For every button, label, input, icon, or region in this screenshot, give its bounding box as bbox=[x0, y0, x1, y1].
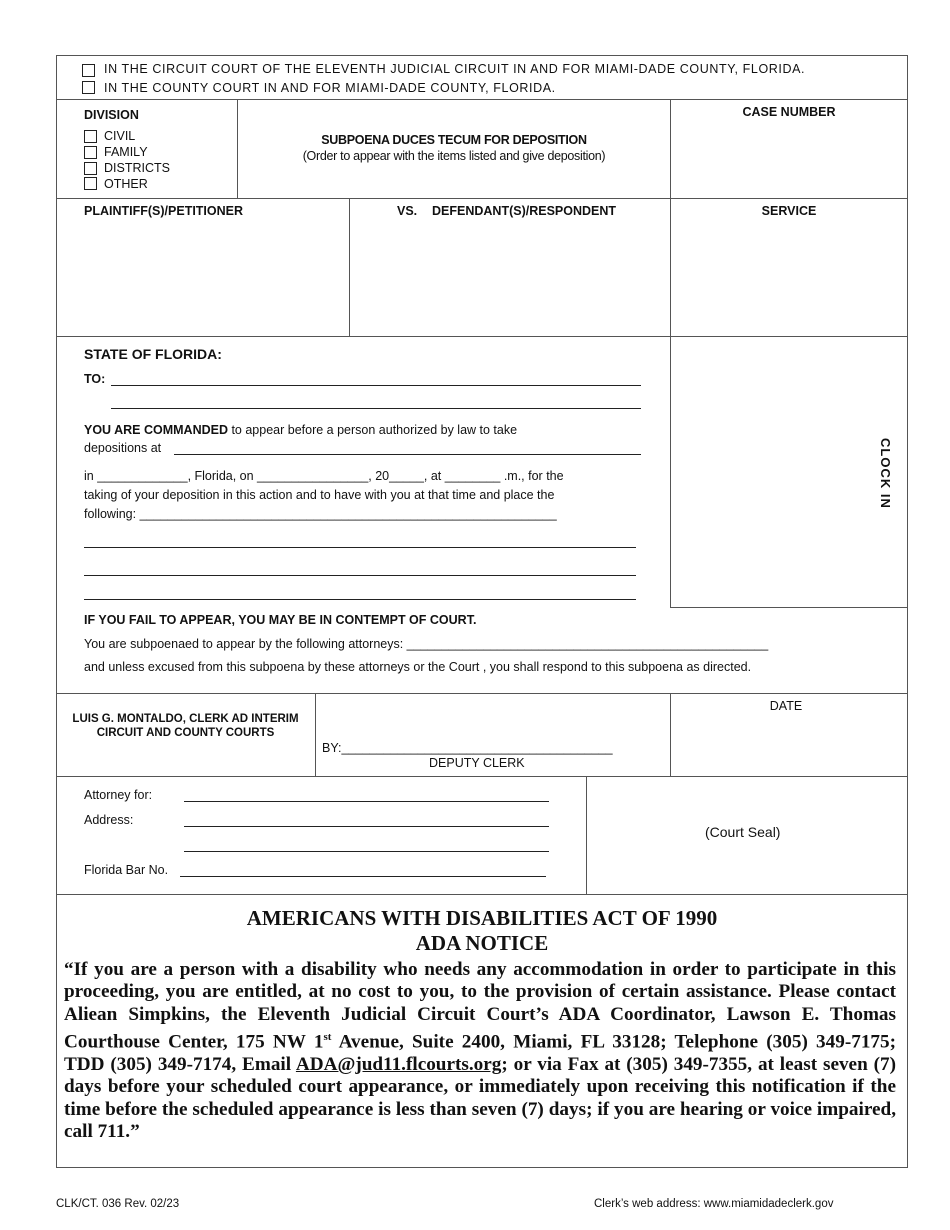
clerk-name: LUIS G. MONTALDO, CLERK AD INTERIM bbox=[72, 713, 299, 725]
following-line-4[interactable] bbox=[84, 599, 636, 600]
rule bbox=[349, 198, 350, 336]
circuit-court-checkbox[interactable] bbox=[82, 64, 95, 77]
ada-subtitle: ADA NOTICE bbox=[415, 931, 549, 955]
to-label: TO: bbox=[84, 372, 106, 386]
address-label: Address: bbox=[84, 813, 134, 827]
bar-number-label: Florida Bar No. bbox=[84, 863, 169, 877]
case-number-label: CASE NUMBER bbox=[742, 105, 836, 119]
ada-email-link[interactable]: ADA@jud11.flcourts.org bbox=[295, 1054, 502, 1076]
vs-label: VS. bbox=[397, 204, 418, 218]
by-signature-line[interactable]: BY:_______________________________________ bbox=[322, 741, 613, 755]
clerk-web-address: Clerk’s web address: www.miamidadeclerk.gov bbox=[594, 1198, 834, 1210]
rule bbox=[56, 99, 908, 100]
rule bbox=[670, 607, 908, 608]
date-label: DATE bbox=[769, 699, 803, 713]
defendant-field[interactable] bbox=[356, 224, 664, 330]
to-line-1[interactable] bbox=[111, 385, 641, 386]
bar-number-line[interactable] bbox=[180, 876, 546, 877]
rule bbox=[586, 776, 587, 894]
following-line-3[interactable] bbox=[84, 575, 636, 576]
rule bbox=[56, 894, 908, 895]
depositions-at-label: depositions at bbox=[84, 441, 162, 455]
plaintiff-field[interactable] bbox=[62, 224, 342, 330]
address-line-1[interactable] bbox=[184, 826, 549, 827]
excused-line: and unless excused from this subpoena by these attorneys or the Court , you shall respond to this subpoena as directed. bbox=[84, 660, 752, 674]
in-florida-line: in _____________, Florida, on ________________, 20_____, at ________ .m., for the bbox=[84, 469, 564, 483]
county-court-label: IN THE COUNTY COURT IN AND FOR MIAMI-DADE COUNTY, FLORIDA. bbox=[104, 81, 556, 95]
rule bbox=[56, 693, 908, 694]
division-civil-checkbox[interactable] bbox=[84, 130, 97, 143]
following-line: following: ____________________________________________________________ bbox=[84, 507, 557, 521]
rule bbox=[670, 99, 671, 607]
plaintiff-label: PLAINTIFF(S)/PETITIONER bbox=[84, 204, 244, 218]
service-label: SERVICE bbox=[761, 204, 817, 218]
form-title: SUBPOENA DUCES TECUM FOR DEPOSITION bbox=[321, 133, 587, 147]
division-family-checkbox[interactable] bbox=[84, 146, 97, 159]
taking-line: taking of your deposition in this action and to have with you at that time and place the bbox=[84, 488, 555, 502]
division-districts-checkbox[interactable] bbox=[84, 162, 97, 175]
rule bbox=[56, 198, 908, 199]
contempt-warning: IF YOU FAIL TO APPEAR, YOU MAY BE IN CONTEMPT OF COURT. bbox=[84, 613, 477, 627]
deputy-clerk-label: DEPUTY CLERK bbox=[429, 756, 525, 770]
following-line-2[interactable] bbox=[84, 547, 636, 548]
form-subtitle: (Order to appear with the items listed and give deposition) bbox=[302, 149, 606, 163]
clerk-courts: CIRCUIT AND COUNTY COURTS bbox=[96, 727, 275, 739]
division-other-label: OTHER bbox=[104, 177, 148, 191]
commanded-text: YOU ARE COMMANDED to appear before a person authorized by law to take bbox=[84, 423, 518, 437]
division-civil-label: CIVIL bbox=[104, 129, 136, 143]
attorneys-line: You are subpoenaed to appear by the following attorneys: ____________________________________________________ bbox=[84, 637, 769, 651]
ada-title: AMERICANS WITH DISABILITIES ACT OF 1990 bbox=[246, 906, 718, 930]
form-id: CLK/CT. 036 Rev. 02/23 bbox=[56, 1198, 180, 1210]
county-court-checkbox[interactable] bbox=[82, 81, 95, 94]
division-label: DIVISION bbox=[84, 108, 139, 122]
division-family-label: FAMILY bbox=[104, 145, 148, 159]
attorney-for-label: Attorney for: bbox=[84, 788, 153, 802]
rule bbox=[315, 693, 316, 776]
defendant-label: DEFENDANT(S)/RESPONDENT bbox=[432, 204, 617, 218]
division-districts-label: DISTRICTS bbox=[104, 161, 170, 175]
division-other-checkbox[interactable] bbox=[84, 177, 97, 190]
clock-in-label: CLOCK IN bbox=[878, 438, 893, 509]
circuit-court-label: IN THE CIRCUIT COURT OF THE ELEVENTH JUDICIAL CIRCUIT IN AND FOR MIAMI-DADE COUNTY, FLORIDA. bbox=[104, 62, 806, 76]
ada-notice-text: “If you are a person with a disability who needs any accommodation in order to participate in this proceeding, you are entitled, at no cost to you, to the provision of certain assistance. Please contact Aliean Simpkins, the Eleventh Judicial Circuit Court’s ADA Coordinator, Lawson E. Thomas Courthouse Center, 175 NW 1st Avenue, Suite 2400, Miami, FL 33128; Telephone (305) 349-7175; TDD (305) 349-7174, Email ADA@jud11.flcourts.org; or via Fax at (305) 349-7355, at least seven (7) days before your scheduled court appearance, or immediately upon receiving this notification if the time before the scheduled appearance is less than seven (7) days; if you are hearing or voice impaired, call 711.” bbox=[64, 959, 896, 1143]
address-line-2[interactable] bbox=[184, 851, 549, 852]
rule bbox=[56, 776, 908, 777]
attorney-for-line[interactable] bbox=[184, 801, 549, 802]
to-line-2[interactable] bbox=[111, 408, 641, 409]
state-label: STATE OF FLORIDA: bbox=[84, 346, 222, 362]
court-seal-label: (Court Seal) bbox=[705, 824, 781, 840]
rule bbox=[56, 336, 908, 337]
case-number-field[interactable] bbox=[680, 124, 898, 190]
depositions-at-line[interactable] bbox=[174, 454, 641, 455]
